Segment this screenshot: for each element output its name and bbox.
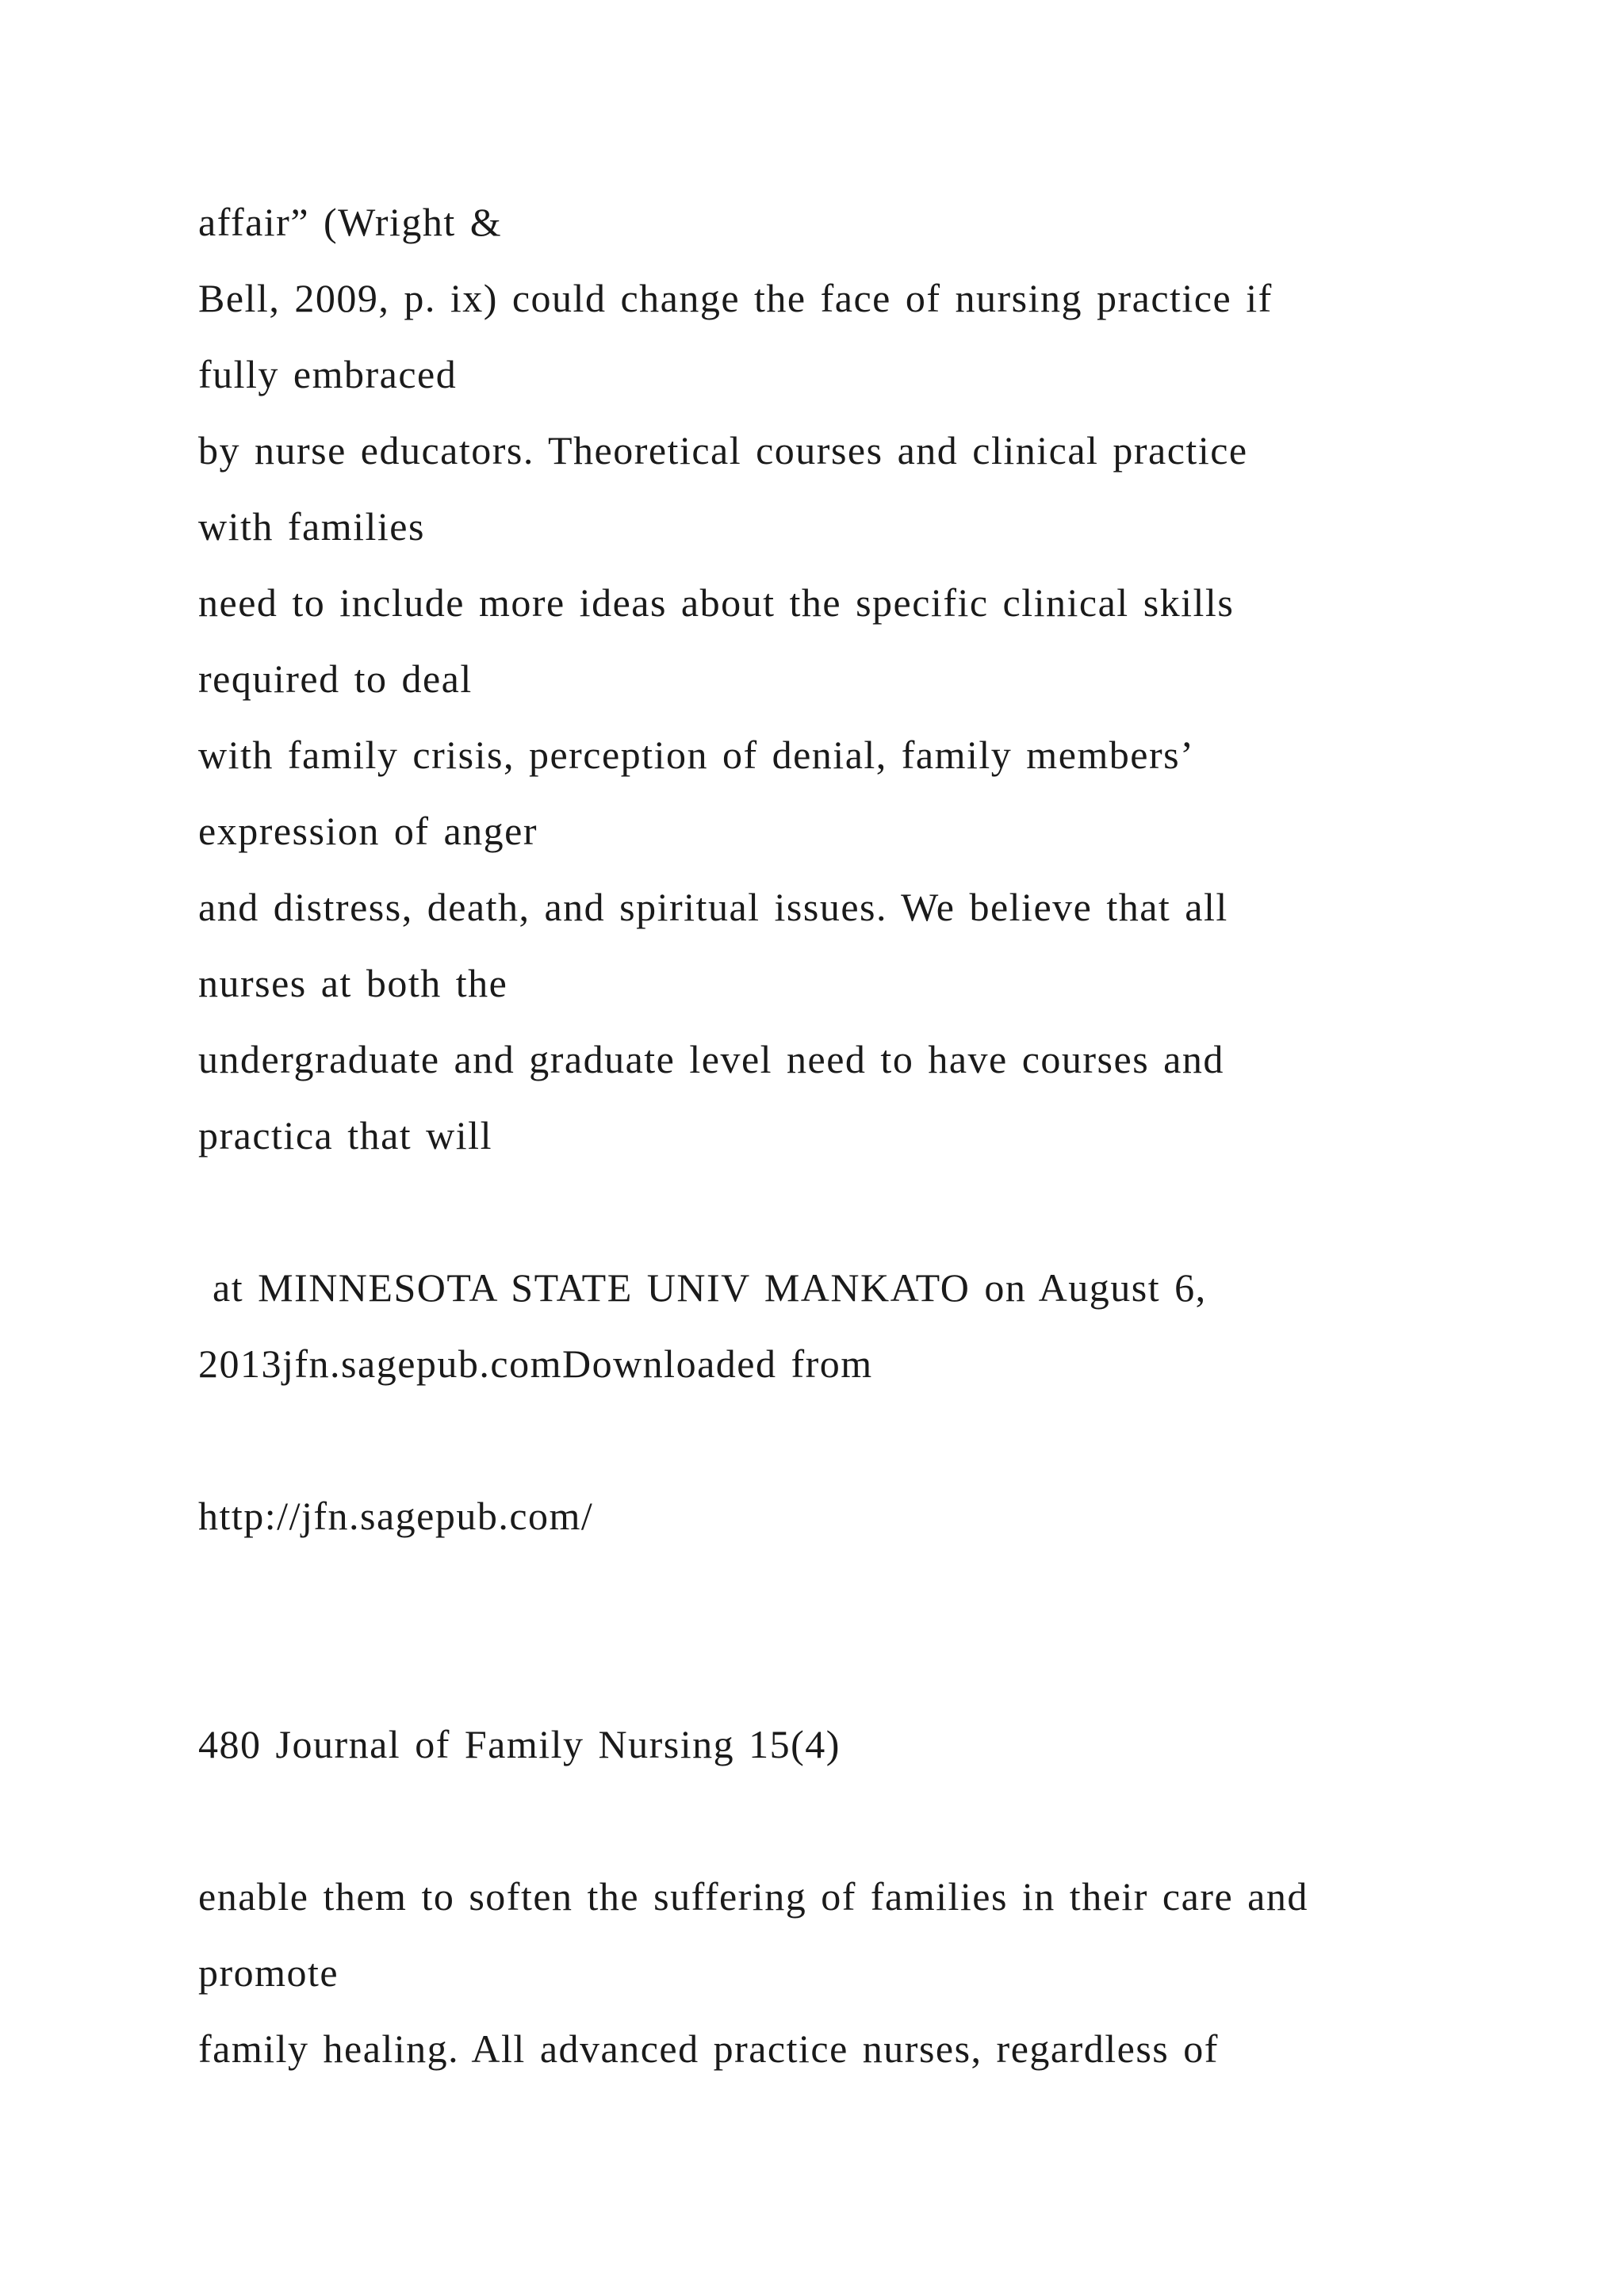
download-notice-line: at MINNESOTA STATE UNIV MANKATO on August 6,	[198, 1265, 1207, 1310]
body-text-line: with family crisis, perception of denial, family members’	[198, 733, 1195, 777]
body-text-line: Bell, 2009, p. ix) could change the face of nursing practice if	[198, 276, 1273, 320]
body-text-line: practica that will	[198, 1113, 492, 1158]
source-url: http://jfn.sagepub.com/	[198, 1494, 594, 1538]
body-text-line: affair” (Wright &	[198, 200, 503, 244]
body-text-line: by nurse educators. Theoretical courses and clinical practice	[198, 428, 1248, 473]
body-text-line: need to include more ideas about the specific clinical skills	[198, 580, 1235, 625]
body-text-line: and distress, death, and spiritual issues. We believe that all	[198, 885, 1228, 929]
body-text-line: family healing. All advanced practice nurses, regardless of	[198, 2026, 1219, 2071]
body-text-line: nurses at both the	[198, 961, 508, 1005]
body-text-line: enable them to soften the suffering of families in their care and	[198, 1874, 1308, 1919]
body-text-line: expression of anger	[198, 809, 538, 853]
running-header: 480 Journal of Family Nursing 15(4)	[198, 1722, 841, 1766]
body-text-line: fully embraced	[198, 352, 458, 396]
download-notice-line: 2013jfn.sagepub.comDownloaded from	[198, 1341, 873, 1386]
body-text-line: with families	[198, 504, 425, 549]
body-text-line: promote	[198, 1950, 339, 1995]
body-text-line: required to deal	[198, 656, 473, 701]
body-text-line: undergraduate and graduate level need to have courses and	[198, 1037, 1224, 1081]
